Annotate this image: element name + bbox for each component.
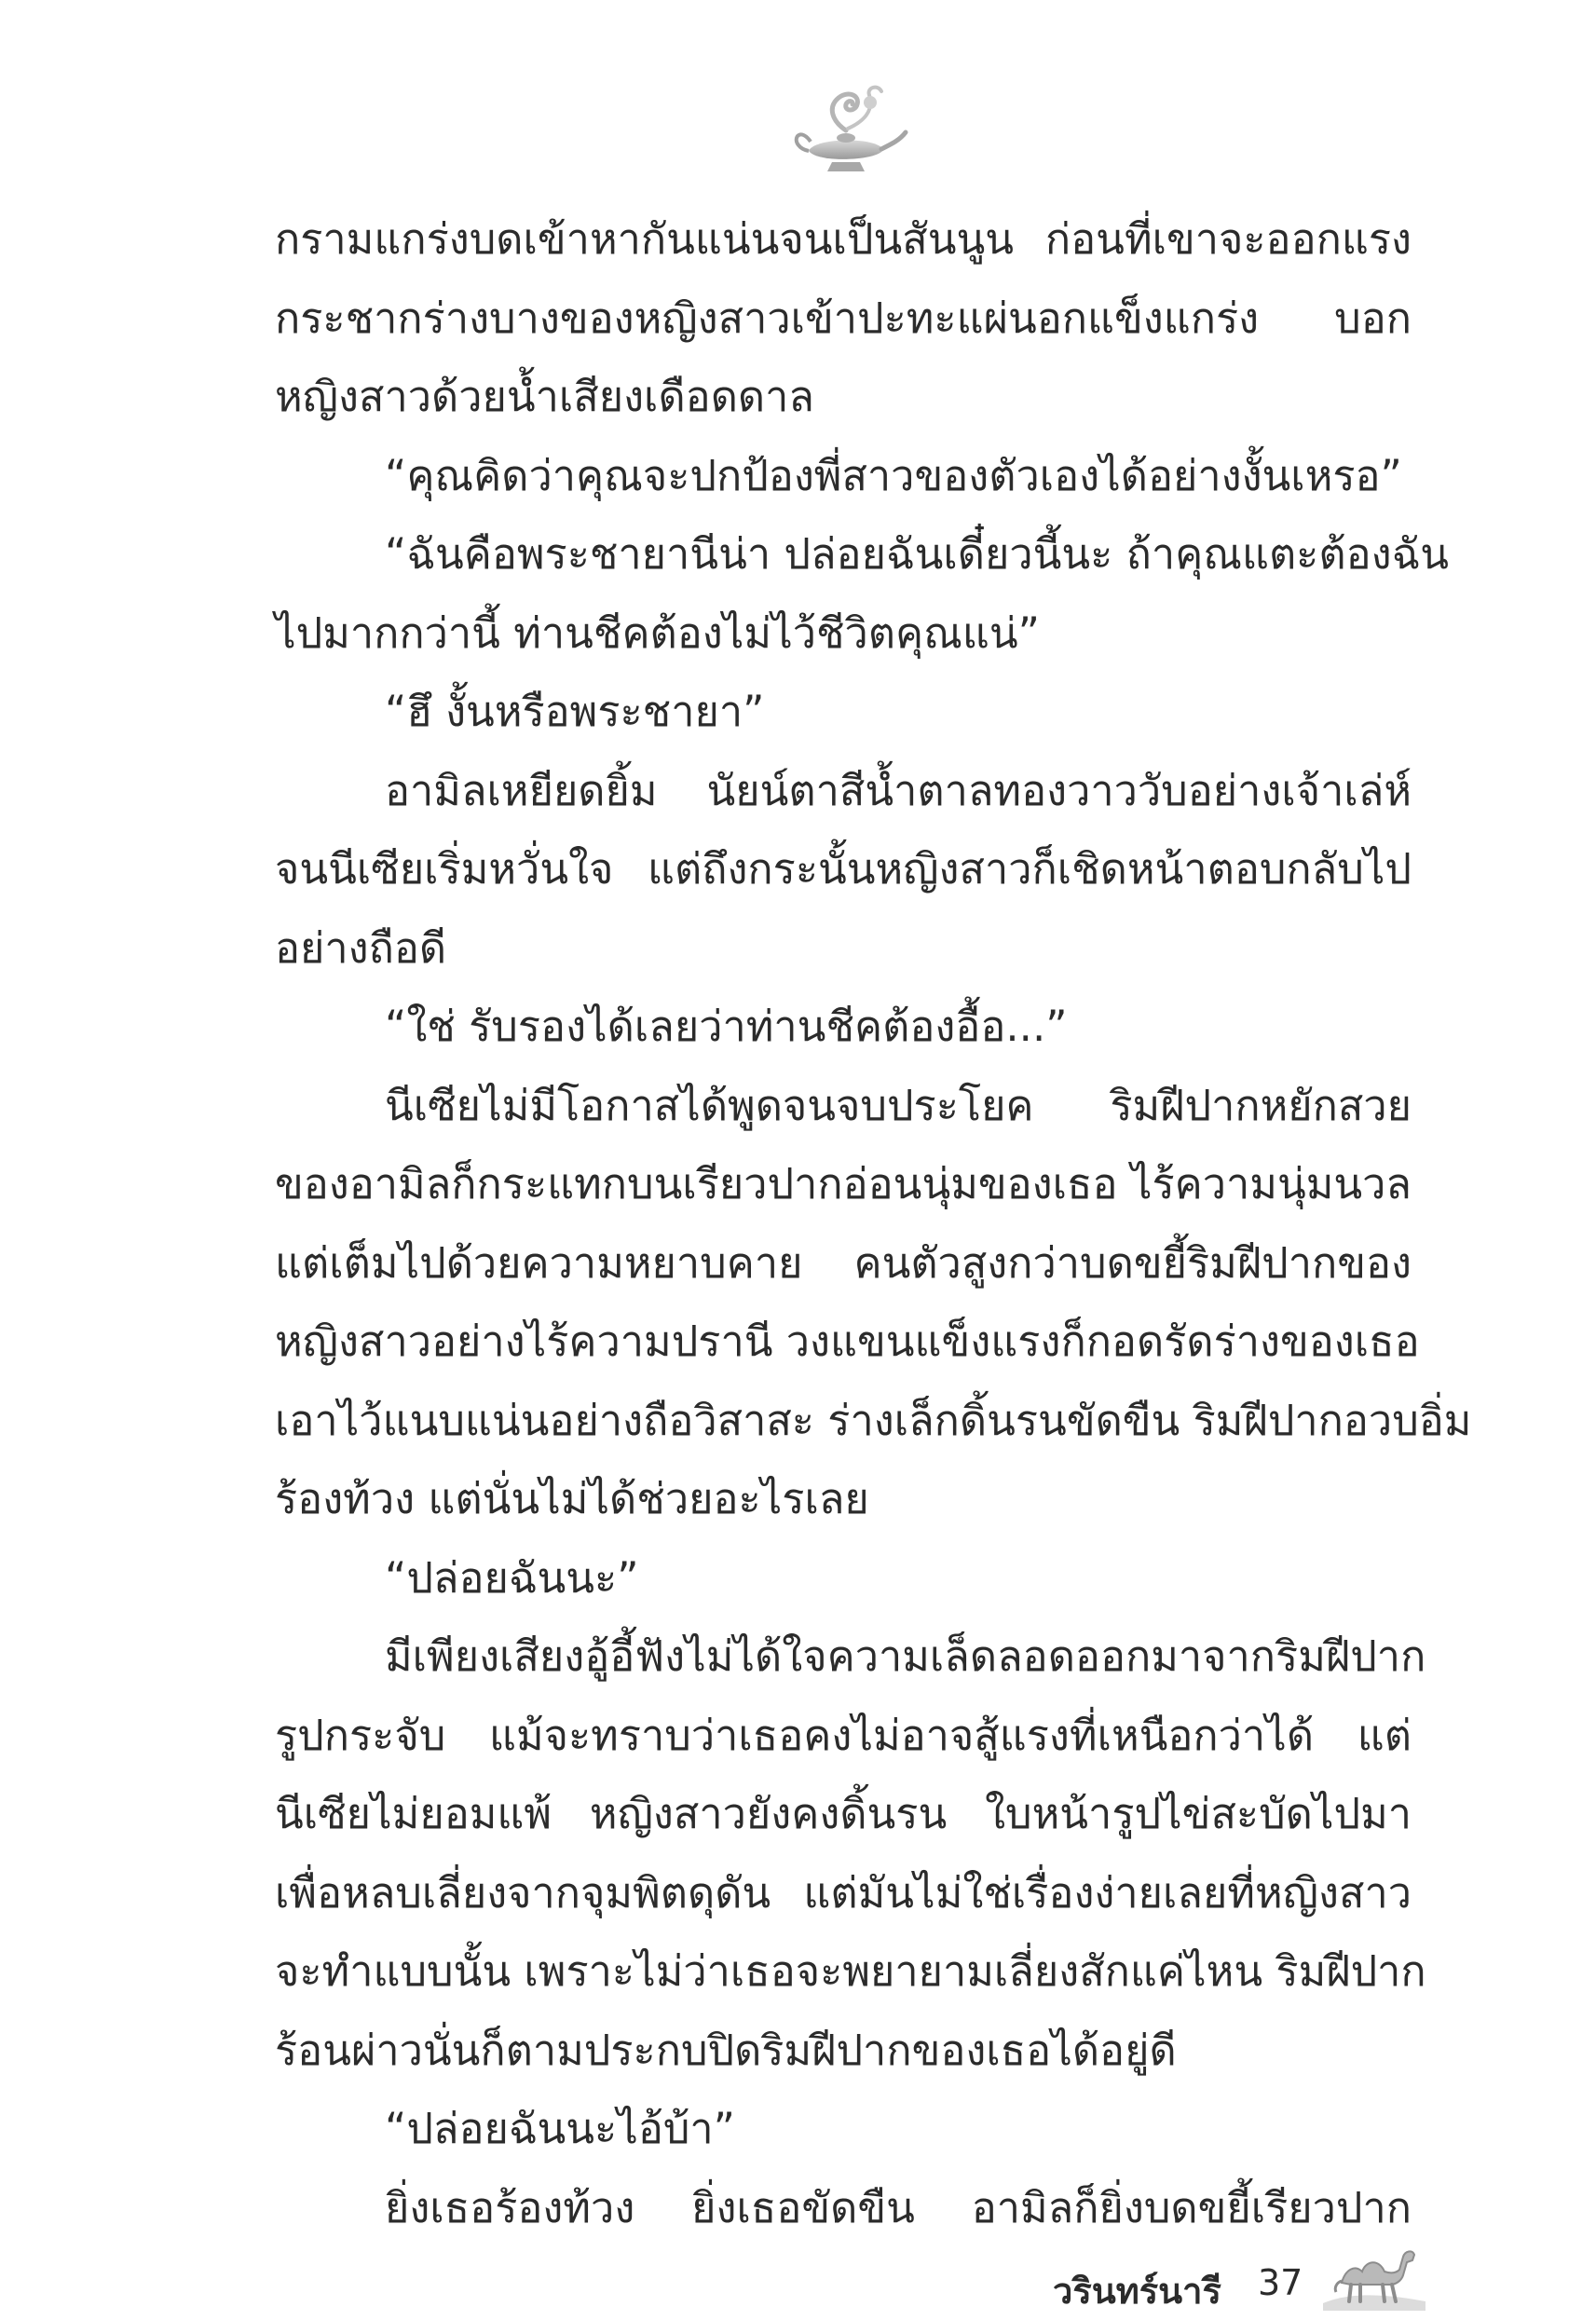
text-line: หญิงสาวอย่างไร้ความปรานี วงแขนแข็งแรงก็กอดรัดร่างของเธอ [275,1317,1420,1366]
genie-lamp-icon [781,75,911,186]
text-line: จนนีเซียเริ่มหวั่นใจ แต่ถึงกระนั้นหญิงสาวก็เชิดหน้าตอบกลับไป [275,844,1412,894]
text-line: ร้องท้วง แต่นั่นไม่ได้ช่วยอะไรเลย [275,1474,869,1523]
dialogue-line: “ฉันคือพระชายานีน่า ปล่อยฉันเดี๋ยวนี้นะ ถ้าคุณแตะต้องฉัน [385,529,1449,579]
dialogue-line: “คุณคิดว่าคุณจะปกป้องพี่สาวของตัวเองได้อย่างงั้นเหรอ” [385,450,1402,500]
text-line: เพื่อหลบเลี่ยงจากจุมพิตดุดัน แต่มันไม่ใช่เรื่องง่ายเลยที่หญิงสาว [275,1867,1412,1917]
page-number: 37 [1258,2262,1303,2303]
dialogue-line: “ปล่อยฉันนะ” [385,1552,639,1603]
text-line: แต่เต็มไปด้วยความหยาบคาย คนตัวสูงกว่าบดขยี้ริมฝีปากของ [275,1237,1412,1288]
text-line: อย่างถือดี [275,922,447,973]
text-line: ร้อนผ่าวนั่นก็ตามประกบปิดริมฝีปากของเธอได้อยู่ดี [275,2025,1177,2075]
text-line: ของอามิลก็กระแทกบนเรียวปากอ่อนนุ่มของเธอ ไร้ความนุ่มนวล [275,1159,1412,1208]
body-text [275,200,1472,2247]
text-line: รูปกระจับ แม้จะทราบว่าเธอคงไม่อาจสู้แรงที่เหนือกว่าได้ แต่ [275,1710,1412,1760]
paragraph-start-line: มีเพียงเสียงอู้อี้ฟังไม่ได้ใจความเล็ดลอดออกมาจากริมฝีปาก [385,1631,1426,1681]
camel-icon [1323,2236,1425,2311]
text-line: เอาไว้แนบแน่นอย่างถือวิสาสะ ร่างเล็กดิ้นรนขัดขืน ริมฝีปากอวบอิ่ม [275,1395,1472,1445]
dialogue-line: “ปล่อยฉันนะไอ้บ้า” [385,2104,735,2153]
text-line: จะทำแบบนั้น เพราะไม่ว่าเธอจะพยายามเลี่ยงสักแค่ไหน ริมฝีปาก [275,1946,1426,1996]
dialogue-line: “ใช่ รับรองได้เลยว่าท่านชีคต้องอื้อ...” [385,1002,1068,1051]
dialogue-line: “ฮึ งั้นหรือพระชายา” [385,687,765,736]
paragraph-start-line: นีเซียไม่มีโอกาสได้พูดจนจบประโยค ริมฝีปากหยักสวย [385,1080,1412,1130]
text-line: ไปมากกว่านี้ ท่านชีคต้องไม่ไว้ชีวิตคุณแน่” [275,607,1040,658]
book-title: วรินทร์นารี [1053,2271,1221,2312]
text-line: นีเซียไม่ยอมแพ้ หญิงสาวยังคงดิ้นรน ใบหน้ารูปไข่สะบัดไปมา [275,1789,1412,1838]
paragraph-start-line: ยิ่งเธอร้องท้วง ยิ่งเธอขัดขืน อามิลก็ยิ่งบดขยี้เรียวปาก [385,2182,1412,2232]
text-line: กรามแกร่งบดเข้าหากันแน่นจนเป็นสันนูน ก่อนที่เขาจะออกแรง [275,214,1412,264]
paragraph-start-line: อามิลเหยียดยิ้ม นัยน์ตาสีน้ำตาลทองวาววับอย่างเจ้าเล่ห์ [385,765,1412,815]
text-line: หญิงสาวด้วยน้ำเสียงเดือดดาล [275,372,814,421]
text-line: กระชากร่างบางของหญิงสาวเข้าปะทะแผ่นอกแข็งแกร่ง บอก [275,293,1412,343]
page-footer [1053,2245,1425,2320]
